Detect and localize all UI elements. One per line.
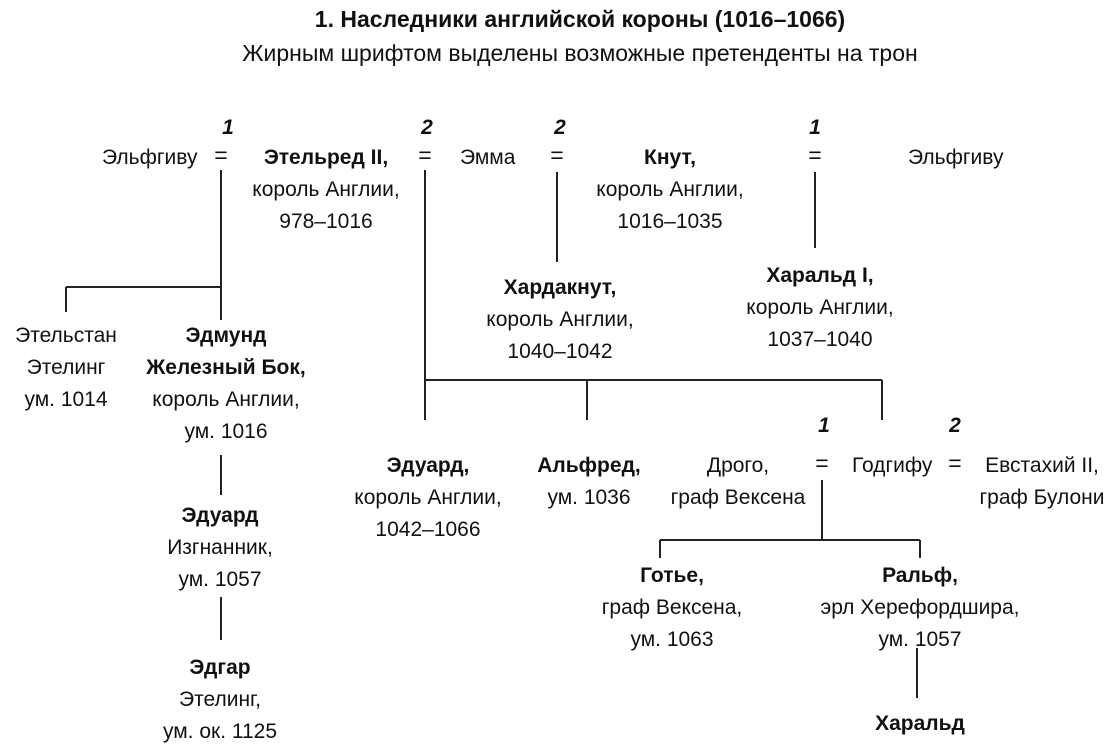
person-dates: ум. ок. 1125 (162, 720, 278, 743)
diagram-subtitle: Жирным шрифтом выделены возможные претенденты на трон (242, 40, 918, 66)
person-ethelred (252, 142, 399, 238)
marriage-number: 2 (949, 414, 961, 437)
person-name: Хардакнут, (503, 276, 617, 299)
person-name: Евстахий II, (985, 454, 1099, 477)
person-dates: 1042–1066 (375, 518, 481, 541)
marriage-number: 2 (421, 116, 433, 139)
marriage-symbol: = (808, 142, 822, 168)
person-title: король Англии, (596, 178, 744, 201)
diagram-title: 1. Наследники английской короны (1016–1066) (314, 6, 846, 32)
marriage-symbol: = (418, 142, 432, 168)
person-edward-confessor (354, 450, 501, 546)
person-title: Этелинг (26, 356, 106, 379)
person-name: Этельред II, (263, 146, 389, 169)
person-dates: ум. 1057 (178, 568, 262, 591)
person-name: Кнут, (644, 146, 696, 169)
person-title: король Англии, (486, 308, 634, 331)
person-emma: Эмма (460, 146, 516, 169)
marriage-number: 1 (222, 116, 234, 139)
person-elfgivu-left: Эльфгиву (102, 146, 198, 169)
person-name: Эдуард, (386, 454, 470, 477)
person-harald-son: Харальд (875, 712, 965, 735)
marriage-number: 1 (809, 116, 821, 139)
marriage-symbol: = (815, 450, 829, 476)
person-alfred (537, 450, 640, 514)
person-ralph (821, 560, 1020, 656)
person-eustace (980, 450, 1105, 514)
marriage-symbol: = (948, 450, 962, 476)
marriage-symbol: = (214, 142, 228, 168)
person-title: граф Вексена, (601, 596, 743, 619)
person-athelstan (15, 320, 117, 416)
person-title: король Англии, (152, 388, 300, 411)
person-name: Этельстан (15, 324, 117, 347)
person-name: Готье, (640, 564, 704, 587)
person-title: граф Булони (979, 486, 1105, 509)
person-harald-i (746, 260, 893, 356)
person-title: Изгнанник, (167, 536, 273, 559)
person-hardaknut (486, 272, 633, 368)
person-gautier (602, 560, 743, 656)
person-name: Альфред, (537, 454, 641, 477)
person-title: Этелинг, (179, 688, 261, 711)
marriage-number: 1 (818, 414, 830, 437)
person-edward-exile (167, 500, 273, 596)
person-name: Харальд I, (766, 264, 874, 287)
person-dates: ум. 1057 (878, 628, 962, 651)
person-elfgivu-right: Эльфгиву (908, 146, 1004, 169)
person-dates: 1016–1035 (617, 210, 723, 233)
person-name: Дрого, (706, 454, 770, 477)
person-knut (596, 142, 743, 238)
person-name: Эдуард (181, 504, 259, 527)
person-dates: 1040–1042 (507, 340, 613, 363)
person-epithet: Железный Бок, (146, 356, 306, 379)
person-title: король Англии, (746, 296, 894, 319)
person-edmund (146, 320, 305, 448)
person-dates: 978–1016 (279, 210, 373, 233)
person-dates: ум. 1036 (547, 486, 631, 509)
person-godgifu: Годгифу (852, 454, 933, 477)
marriage-number: 2 (554, 116, 566, 139)
person-title: король Англии, (354, 486, 502, 509)
person-name: Эдгар (189, 656, 251, 679)
person-edgar (163, 652, 277, 748)
marriage-symbol: = (550, 142, 564, 168)
person-dates: ум. 1014 (24, 388, 108, 411)
person-title: эрл Херефордшира, (820, 596, 1020, 619)
person-name: Ральф, (882, 564, 958, 587)
person-title: граф Вексена (670, 486, 806, 509)
person-name: Эдмунд (185, 324, 267, 347)
person-dates: ум. 1063 (630, 628, 714, 651)
person-title: король Англии, (252, 178, 400, 201)
person-drogo (671, 450, 806, 514)
person-dates: ум. 1016 (184, 420, 268, 443)
person-dates: 1037–1040 (767, 328, 873, 351)
